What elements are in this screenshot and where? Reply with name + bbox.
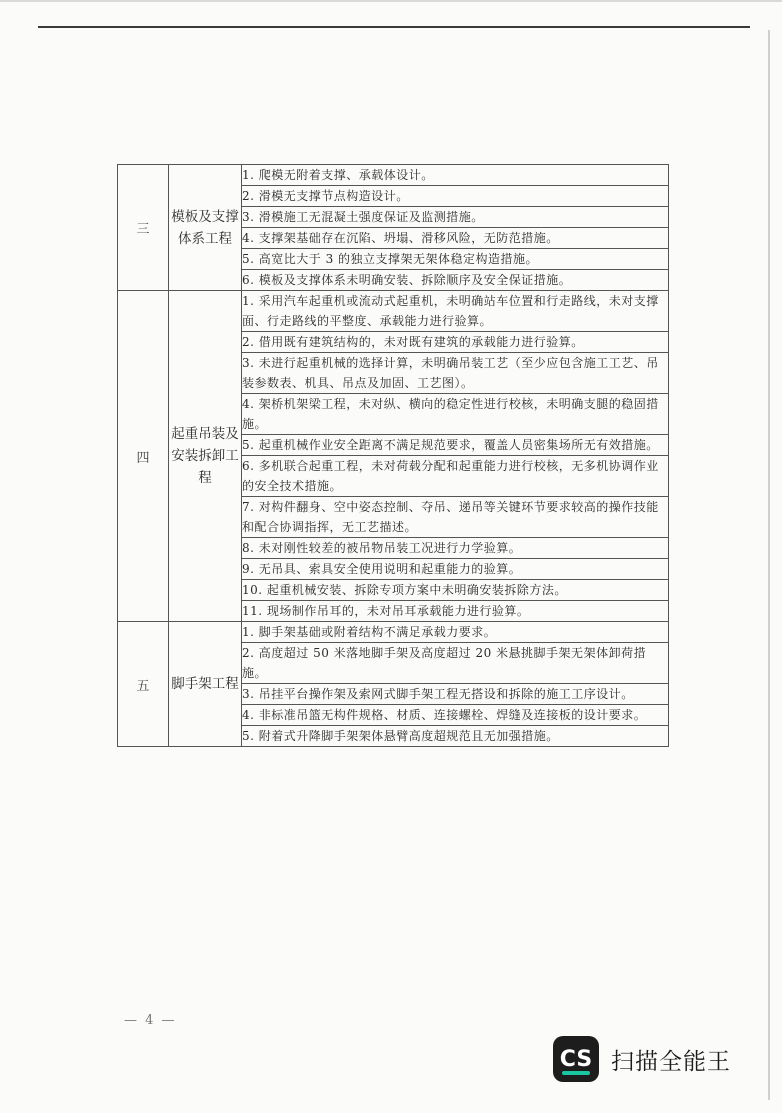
section-number: 三 [118, 165, 169, 291]
item-text: 7. 对构件翻身、空中姿态控制、夺吊、递吊等关键环节要求较高的操作技能和配合协调指挥，无工艺描述。 [242, 497, 669, 538]
scan-edge [0, 0, 782, 2]
item-text: 11. 现场制作吊耳的，未对吊耳承载能力进行验算。 [242, 601, 669, 622]
hazard-table [117, 164, 669, 747]
item-text: 1. 爬模无附着支撑、承载体设计。 [242, 165, 669, 186]
section-category: 模板及支撑体系工程 [169, 165, 242, 291]
item-text: 6. 多机联合起重工程，未对荷载分配和起重能力进行校核，无多机协调作业的安全技术措施。 [242, 456, 669, 497]
header-rule [38, 26, 750, 28]
scan-right-edge [768, 30, 770, 1100]
item-text: 5. 起重机械作业安全距离不满足规范要求，覆盖人员密集场所无有效措施。 [242, 435, 669, 456]
item-text: 2. 高度超过 50 米落地脚手架及高度超过 20 米悬挑脚手架无架体卸荷措施。 [242, 643, 669, 684]
item-text: 2. 滑模无支撑节点构造设计。 [242, 186, 669, 207]
item-text: 3. 滑模施工无混凝土强度保证及监测措施。 [242, 207, 669, 228]
section-number: 五 [118, 622, 169, 747]
section-category: 脚手架工程 [169, 622, 242, 747]
item-text: 5. 高宽比大于 3 的独立支撑架无架体稳定构造措施。 [242, 249, 669, 270]
table-row [118, 622, 669, 643]
item-text: 5. 附着式升降脚手架架体悬臂高度超规范且无加强措施。 [242, 726, 669, 747]
item-text: 4. 架桥机架梁工程，未对纵、横向的稳定性进行校核，未明确支腿的稳固措施。 [242, 394, 669, 435]
item-text: 4. 支撑架基础存在沉陷、坍塌、滑移风险，无防范措施。 [242, 228, 669, 249]
section-category: 起重吊装及安装拆卸工程 [169, 291, 242, 622]
item-text: 6. 模板及支撑体系未明确安装、拆除顺序及安全保证措施。 [242, 270, 669, 291]
table-row [118, 291, 669, 332]
table-row [118, 165, 669, 186]
item-text: 3. 未进行起重机械的选择计算，未明确吊装工艺（至少应包含施工工艺、吊装参数表、机具、吊点及加固、工艺图）。 [242, 353, 669, 394]
logo-text: CS [559, 1046, 593, 1072]
section-number: 四 [118, 291, 169, 622]
item-text: 2. 借用既有建筑结构的，未对既有建筑的承载能力进行验算。 [242, 332, 669, 353]
item-text: 4. 非标准吊篮无构件规格、材质、连接螺栓、焊缝及连接板的设计要求。 [242, 705, 669, 726]
camscanner-watermark [553, 1036, 731, 1082]
item-text: 10. 起重机械安装、拆除专项方案中未明确安装拆除方法。 [242, 580, 669, 601]
item-text: 1. 脚手架基础或附着结构不满足承载力要求。 [242, 622, 669, 643]
watermark-app-name: 扫描全能王 [611, 1048, 731, 1075]
item-text: 8. 未对刚性较差的被吊物吊装工况进行力学验算。 [242, 538, 669, 559]
logo-accent-bar [562, 1071, 590, 1075]
item-text: 3. 吊挂平台操作架及索网式脚手架工程无搭设和拆除的施工工序设计。 [242, 684, 669, 705]
camscanner-logo-icon [553, 1036, 599, 1082]
page-number: — 4 — [124, 1013, 177, 1028]
item-text: 9. 无吊具、索具安全使用说明和起重能力的验算。 [242, 559, 669, 580]
item-text: 1. 采用汽车起重机或流动式起重机，未明确站车位置和行走路线，未对支撑面、行走路线的平整度、承载能力进行验算。 [242, 291, 669, 332]
